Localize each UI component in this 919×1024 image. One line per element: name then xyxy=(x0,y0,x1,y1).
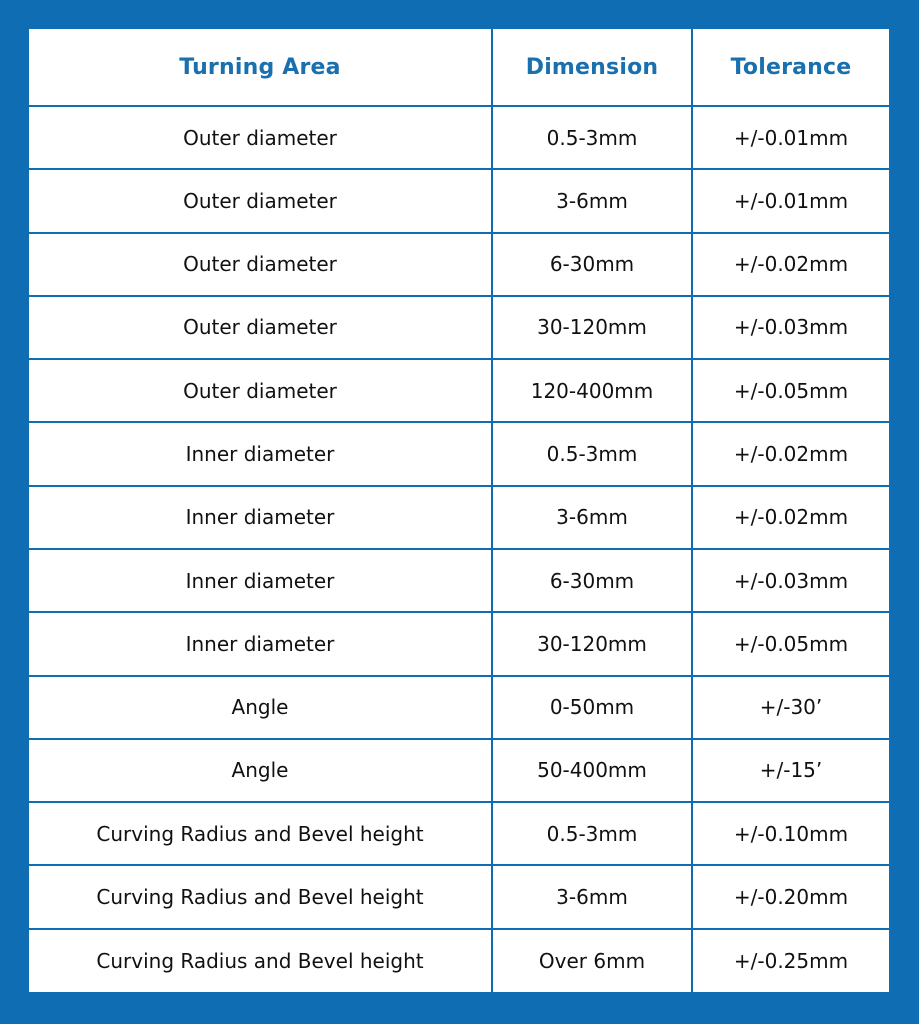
table-row xyxy=(29,106,889,169)
table-row xyxy=(29,865,889,928)
tolerance-cell: +/-0.10mm xyxy=(692,802,889,865)
tolerance-cell: +/-0.01mm xyxy=(692,106,889,169)
header-dimension: Dimension xyxy=(492,29,692,106)
turning-area-cell: Outer diameter xyxy=(29,296,492,359)
tolerance-cell: +/-15’ xyxy=(692,739,889,802)
table-row xyxy=(29,739,889,802)
table-row xyxy=(29,233,889,296)
turning-area-cell: Outer diameter xyxy=(29,169,492,232)
table-row xyxy=(29,612,889,675)
tolerance-cell: +/-0.05mm xyxy=(692,359,889,422)
dimension-cell: 6-30mm xyxy=(492,549,692,612)
tolerance-cell: +/-0.02mm xyxy=(692,486,889,549)
dimension-cell: 0.5-3mm xyxy=(492,802,692,865)
turning-area-cell: Outer diameter xyxy=(29,106,492,169)
header-tolerance: Tolerance xyxy=(692,29,889,106)
dimension-cell: 50-400mm xyxy=(492,739,692,802)
tolerance-cell: +/-0.20mm xyxy=(692,865,889,928)
tolerance-table xyxy=(29,29,889,992)
turning-area-cell: Inner diameter xyxy=(29,486,492,549)
turning-area-cell: Inner diameter xyxy=(29,549,492,612)
header-turning-area: Turning Area xyxy=(29,29,492,106)
header-row xyxy=(29,29,889,106)
dimension-cell: 3-6mm xyxy=(492,865,692,928)
table-body xyxy=(29,106,889,992)
table-row xyxy=(29,676,889,739)
turning-area-cell: Inner diameter xyxy=(29,612,492,675)
table-row xyxy=(29,802,889,865)
table-row xyxy=(29,549,889,612)
dimension-cell: 120-400mm xyxy=(492,359,692,422)
turning-area-cell: Outer diameter xyxy=(29,233,492,296)
turning-area-cell: Inner diameter xyxy=(29,422,492,485)
dimension-cell: 6-30mm xyxy=(492,233,692,296)
table-header xyxy=(29,29,889,106)
tolerance-cell: +/-0.25mm xyxy=(692,929,889,992)
turning-area-cell: Angle xyxy=(29,676,492,739)
turning-area-cell: Curving Radius and Bevel height xyxy=(29,802,492,865)
table-row xyxy=(29,169,889,232)
turning-area-cell: Angle xyxy=(29,739,492,802)
table-row xyxy=(29,422,889,485)
tolerance-cell: +/-30’ xyxy=(692,676,889,739)
table-row xyxy=(29,296,889,359)
dimension-cell: 30-120mm xyxy=(492,296,692,359)
tolerance-table-container xyxy=(29,29,889,992)
turning-area-cell: Curving Radius and Bevel height xyxy=(29,865,492,928)
table-row xyxy=(29,929,889,992)
dimension-cell: 0.5-3mm xyxy=(492,106,692,169)
dimension-cell: 0.5-3mm xyxy=(492,422,692,485)
table-row xyxy=(29,359,889,422)
turning-area-cell: Outer diameter xyxy=(29,359,492,422)
dimension-cell: Over 6mm xyxy=(492,929,692,992)
tolerance-cell: +/-0.01mm xyxy=(692,169,889,232)
turning-area-cell: Curving Radius and Bevel height xyxy=(29,929,492,992)
table-row xyxy=(29,486,889,549)
tolerance-cell: +/-0.03mm xyxy=(692,549,889,612)
dimension-cell: 3-6mm xyxy=(492,486,692,549)
dimension-cell: 30-120mm xyxy=(492,612,692,675)
tolerance-cell: +/-0.02mm xyxy=(692,422,889,485)
tolerance-cell: +/-0.03mm xyxy=(692,296,889,359)
tolerance-cell: +/-0.02mm xyxy=(692,233,889,296)
dimension-cell: 0-50mm xyxy=(492,676,692,739)
dimension-cell: 3-6mm xyxy=(492,169,692,232)
tolerance-cell: +/-0.05mm xyxy=(692,612,889,675)
